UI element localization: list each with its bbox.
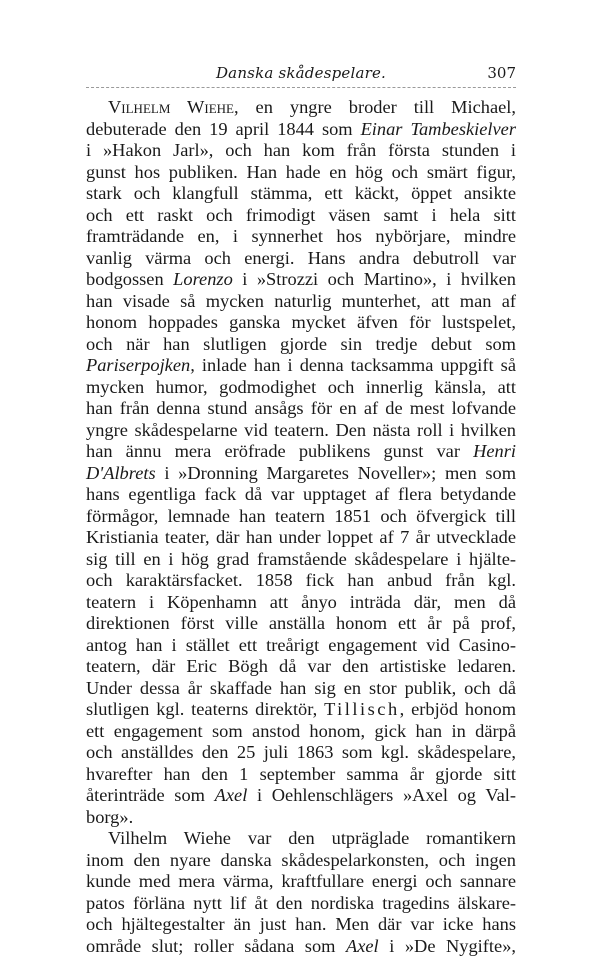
text-line: ett engagement som anstod honom, gick han in därpå xyxy=(86,721,516,743)
text-line: patos förläna nytt lif åt den nordiska tragedins älskare- xyxy=(86,893,516,915)
text-line: teatern, där Eric Bögh då var den artistiske ledaren. xyxy=(86,656,516,678)
text-line: framträdande en, i synnerhet hos nybörjare, mindre xyxy=(86,226,516,248)
role-name: Henri xyxy=(473,441,516,461)
text-line: och ett raskt och frimodigt väsen samt i hela sitt xyxy=(86,205,516,227)
text-line: Pariserpojken, inlade han i denna tacksamma uppgift så xyxy=(86,355,516,377)
body-text xyxy=(86,97,516,957)
text-line: sig till en i hög grad framstående skådespelare i hjälte- xyxy=(86,549,516,571)
text-line: mycken humor, godmodighet och innerlig känsla, att xyxy=(86,377,516,399)
person-name: Tillisch xyxy=(324,699,400,719)
text-line: han ännu mera eröfrade publikens gunst var Henri xyxy=(86,441,516,463)
text-line: inom den nyare danska skådespelarkonsten, och ingen xyxy=(86,850,516,872)
text-line: han visade så mycken naturlig munterhet, att man af xyxy=(86,291,516,313)
text-line: Vilhelm Wiehe, en yngre broder till Michael, xyxy=(86,97,516,119)
text-line: och karaktärsfacket. 1858 fick han anbud från kgl. xyxy=(86,570,516,592)
text-line: teatern i Köpenhamn att ånyo inträda där, men då xyxy=(86,592,516,614)
role-name: Einar Tambeskielver xyxy=(361,119,516,139)
running-head xyxy=(86,64,516,88)
text-line: honom hoppades ganska mycket äfven för lustspelet, xyxy=(86,312,516,334)
header-rule xyxy=(86,87,516,88)
role-name: Axel xyxy=(215,785,248,805)
running-title: Danska skådespelare. xyxy=(86,64,516,82)
text-line: debuterade den 19 april 1844 som Einar Tambeskielver xyxy=(86,119,516,141)
text-line: område slut; roller sådana som Axel i »De Nygifte», xyxy=(86,936,516,957)
text-line: hans egentliga fack då var upptaget af flera betydande xyxy=(86,484,516,506)
role-name: D'Albrets xyxy=(86,463,156,483)
text-line: och anställdes den 25 juli 1863 som kgl. skådespelare, xyxy=(86,742,516,764)
role-name: Axel xyxy=(346,936,379,956)
text-line: stark och klangfull stämma, ett käckt, öppet ansikte xyxy=(86,183,516,205)
text-line: borg». xyxy=(86,807,516,829)
text-line: återinträde som Axel i Oehlenschlägers »Axel og Val- xyxy=(86,785,516,807)
text-line: Kristiania teater, där han under loppet af 7 år utvecklade xyxy=(86,527,516,549)
text-line: kunde med mera värma, kraftfullare energi och sannare xyxy=(86,871,516,893)
text-line: bodgossen Lorenzo i »Strozzi och Martino», i hvilken xyxy=(86,269,516,291)
text-line: yngre skådespelarne vid teatern. Den nästa roll i hvilken xyxy=(86,420,516,442)
actor-name: Vilhelm Wiehe xyxy=(108,97,234,117)
text-line: vanlig värma och energi. Hans andra debutroll var xyxy=(86,248,516,270)
text-line: hvarefter han den 1 september samma år gjorde sitt xyxy=(86,764,516,786)
text-line: antog han i stället ett treårigt engagement vid Casino- xyxy=(86,635,516,657)
role-name: Pariserpojken, xyxy=(86,355,195,375)
text-line: Under dessa år skaffade han sig en stor publik, och då xyxy=(86,678,516,700)
text-line: förmågor, lemnade han teatern 1851 och öfvergick till xyxy=(86,506,516,528)
text-line: han från denna stund ansågs för en af de mest lofvande xyxy=(86,398,516,420)
text-line: D'Albrets i »Dronning Margaretes Noveller»; men som xyxy=(86,463,516,485)
page-number: 307 xyxy=(487,64,516,82)
text-line: i »Hakon Jarl», och han kom från första stunden i xyxy=(86,140,516,162)
text-line: och när han slutligen gjorde sin tredje debut som xyxy=(86,334,516,356)
text-line: slutligen kgl. teaterns direktör, Tillisch, erbjöd honom xyxy=(86,699,516,721)
text-line: Vilhelm Wiehe var den utpräglade romantikern xyxy=(86,828,516,850)
text-line: och hjältegestalter än just han. Men där var icke hans xyxy=(86,914,516,936)
role-name: Lorenzo xyxy=(173,269,233,289)
text-line: direktionen först ville anställa honom ett år på prof, xyxy=(86,613,516,635)
text-line: gunst hos publiken. Han hade en hög och smärt figur, xyxy=(86,162,516,184)
